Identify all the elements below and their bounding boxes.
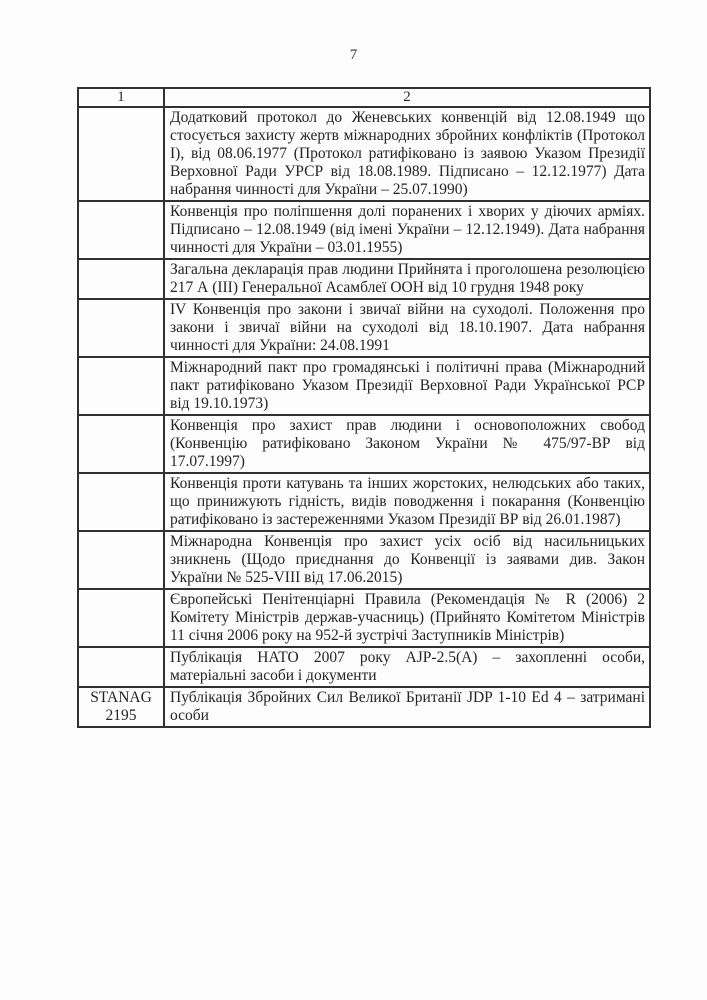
table-row: [78, 357, 650, 415]
table-header-col2: 2: [164, 88, 650, 107]
row-label-cell: [78, 415, 164, 473]
row-label-cell: [78, 357, 164, 415]
table-row: [78, 107, 650, 201]
table-row: [78, 531, 650, 589]
row-text-cell: Конвенція про захист прав людини і основоположних свобод (Конвенцію ратифіковано Законом України № 475/97-ВР від 17.07.1997): [164, 415, 650, 473]
row-label-cell: STANAG 2195: [78, 687, 164, 727]
table-row: [78, 201, 650, 259]
documents-table: [77, 87, 651, 728]
row-text-cell: Конвенція про поліпшення долі поранених і хворих у діючих арміях. Підписано – 12.08.1949 (від імені України – 12.12.1949). Дата набрання чинності для України – 03.01.1955): [164, 201, 650, 259]
table-header-col1: 1: [78, 88, 164, 107]
table-row: [78, 299, 650, 357]
table-header-row: [78, 88, 650, 107]
row-text-cell: Загальна декларація прав людини Прийнята і проголошена резолюцією 217 А (III) Генеральної Асамблеї ООН від 10 грудня 1948 року: [164, 259, 650, 299]
row-label-cell: [78, 259, 164, 299]
page-number: 7: [349, 47, 358, 63]
row-label-cell: [78, 201, 164, 259]
table-row: [78, 259, 650, 299]
row-text-cell: Публікація Збройних Сил Великої Британії JDP 1-10 Ed 4 – затримані особи: [164, 687, 650, 727]
row-text-cell: Додатковий протокол до Женевських конвенцій від 12.08.1949 що стосується захисту жертв міжнародних збройних конфліктів (Протокол I), від 08.06.1977 (Протокол ратифіковано із заявою Указом Президії Верховної Ради УРСР від 18.08.1989. Підписано – 12.12.1977) Дата набрання чинності для України – 25.07.1990): [164, 107, 650, 201]
table-body: [78, 107, 650, 727]
row-label-cell: [78, 299, 164, 357]
row-label-cell: [78, 647, 164, 687]
row-text-cell: Конвенція проти катувань та інших жорстоких, нелюдських або таких, що принижують гідність, видів поводження і покарання (Конвенцію ратифіковано із застереженнями Указом Президії ВР від 26.01.1987): [164, 473, 650, 531]
row-text-cell: Європейські Пенітенціарні Правила (Рекомендація № R (2006) 2 Комітету Міністрів держав-учасниць) (Прийнято Комітетом Міністрів 11 січня 2006 року на 952-й зустрічі Заступників Міністрів): [164, 589, 650, 647]
row-label-cell: [78, 107, 164, 201]
table-row: [78, 415, 650, 473]
row-label-cell: [78, 531, 164, 589]
row-text-cell: Міжнародний пакт про громадянські і політичні права (Міжнародний пакт ратифіковано Указом Президії Верховної Ради Української РСР від 19.10.1973): [164, 357, 650, 415]
table-row: [78, 589, 650, 647]
row-label-cell: [78, 473, 164, 531]
row-text-cell: IV Конвенція про закони і звичаї війни на суходолі. Положення про закони і звичаї війни на суходолі від 18.10.1907. Дата набрання чинності для України: 24.08.1991: [164, 299, 650, 357]
row-text-cell: Міжнародна Конвенція про захист усіх осіб від насильницьких зникнень (Щодо приєднання до Конвенції із заявами див. Закон України № 525-VIII від 17.06.2015): [164, 531, 650, 589]
row-label-cell: [78, 589, 164, 647]
row-text-cell: Публікація НАТО 2007 року AJP-2.5(A) – захопленні особи, матеріальні засоби і документи: [164, 647, 650, 687]
table-row: [78, 687, 650, 727]
table-row: [78, 647, 650, 687]
table-row: [78, 473, 650, 531]
